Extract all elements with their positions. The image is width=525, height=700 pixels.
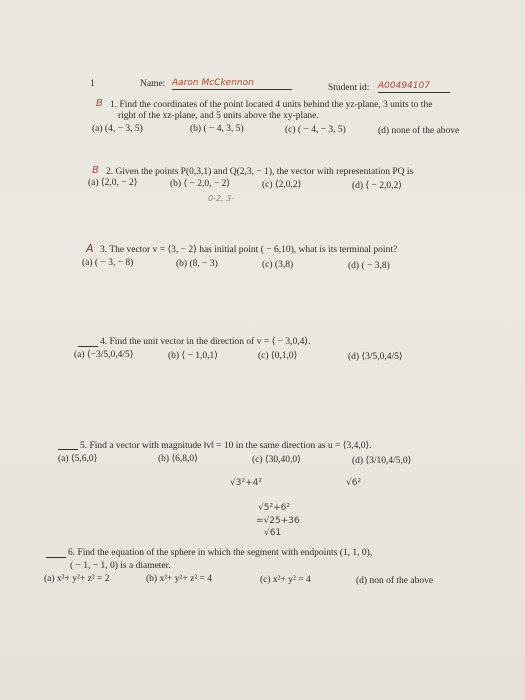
q6-choice-a: (a) x²+ y²+ z² = 2: [44, 574, 110, 584]
q5-work-4: =√25+36: [256, 516, 300, 526]
q3-choice-d: (d) ( − 3,8): [348, 261, 390, 271]
q2-choice-b: (b) ⟨ − 2,0, − 2⟩: [170, 179, 231, 189]
q4-choice-d: (d) ⟨3/5,0,4/5⟩: [348, 352, 403, 362]
q1-choice-b: (b) ( − 4, 3, 5): [190, 124, 244, 134]
q4-choice-a: (a) ⟨−3/5,0,4/5⟩: [74, 350, 134, 360]
q5-work-5: √61: [264, 528, 282, 538]
q1-answer: B: [96, 98, 103, 109]
q1-choice-a: (a) (4, − 3, 5): [92, 124, 143, 134]
q2-choice-a: (a) ⟨2,0, − 2⟩: [88, 178, 138, 188]
page-number: 1: [90, 79, 95, 89]
q6-choice-d: (d) non of the above: [356, 576, 434, 586]
q1-text-line1: 1. Find the coordinates of the point located 4 units behind the yz-plane, 3 units to the: [110, 100, 433, 110]
q2-choice-d: (d) ⟨ − 2,0,2⟩: [352, 181, 402, 191]
q1-choice-c: (c) ( − 4, − 3, 5): [285, 125, 346, 135]
q2-text: 2. Given the points P(0,3,1) and Q(2,3, − 1), the vector with representation PQ is: [106, 167, 414, 177]
q6-choice-b: (b) x²+ y²+ z² = 4: [146, 574, 213, 584]
q5-choice-d: (d) ⟨3/10,4/5,0⟩: [352, 456, 412, 466]
q6-text-line1: 6. Find the equation of the sphere in which the segment with endpoints (1, 1, 0),: [68, 548, 373, 558]
q5-work-3: √5²+6²: [258, 503, 290, 513]
student-id-value: A00494107: [378, 80, 450, 93]
q5-blank: [58, 440, 78, 454]
q5-choice-c: (c) ⟨30,40,0⟩: [252, 455, 301, 465]
q2-answer: B: [92, 165, 99, 176]
q6-blank: [46, 548, 66, 562]
q4-choice-b: (b) ⟨ − 1,0,1⟩: [168, 351, 218, 361]
name-label: Name:: [140, 79, 166, 89]
name-value: Aaron McCkennon: [172, 77, 292, 90]
q2-work: 0-2, 3-: [208, 194, 235, 203]
q5-work-2: √6²: [346, 478, 362, 488]
q6-choice-c: (c) x²+ y² = 4: [260, 575, 311, 585]
q3-choice-a: (a) ( − 3, − 8): [82, 258, 134, 268]
student-id-label: Student id:: [328, 83, 370, 93]
q5-text: 5. Find a vector with magnitude ‖v‖ = 10 in the same direction as u = ⟨3,4,0⟩.: [80, 441, 372, 451]
q3-choice-c: (c) (3,8): [262, 260, 294, 270]
q3-answer: A: [86, 242, 94, 255]
q3-choice-b: (b) (8, − 3): [176, 259, 218, 269]
q1-choice-d: (d) none of the above: [378, 126, 460, 136]
q4-text: 4. Find the unit vector in the direction of v = ⟨ − 3,0,4⟩.: [100, 337, 311, 347]
q1-text-line2: right of the xz-plane, and 5 units above the xy-plane.: [118, 111, 319, 121]
q5-work-1: √3²+4²: [230, 478, 262, 488]
q4-choice-c: (c) ⟨0,1,0⟩: [258, 351, 298, 361]
q3-text: 3. The vector v = ⟨3, − 2⟩ has initial point ( − 6,10), what is its terminal point?: [100, 245, 398, 255]
q5-choice-b: (b) ⟨6,8,0⟩: [158, 454, 198, 464]
q6-text-line2: ( − 1, − 1, 0) is a diameter.: [70, 561, 171, 571]
q2-choice-c: (c) ⟨2,0,2⟩: [262, 180, 302, 190]
q5-choice-a: (a) ⟨5,6,0⟩: [58, 454, 98, 464]
